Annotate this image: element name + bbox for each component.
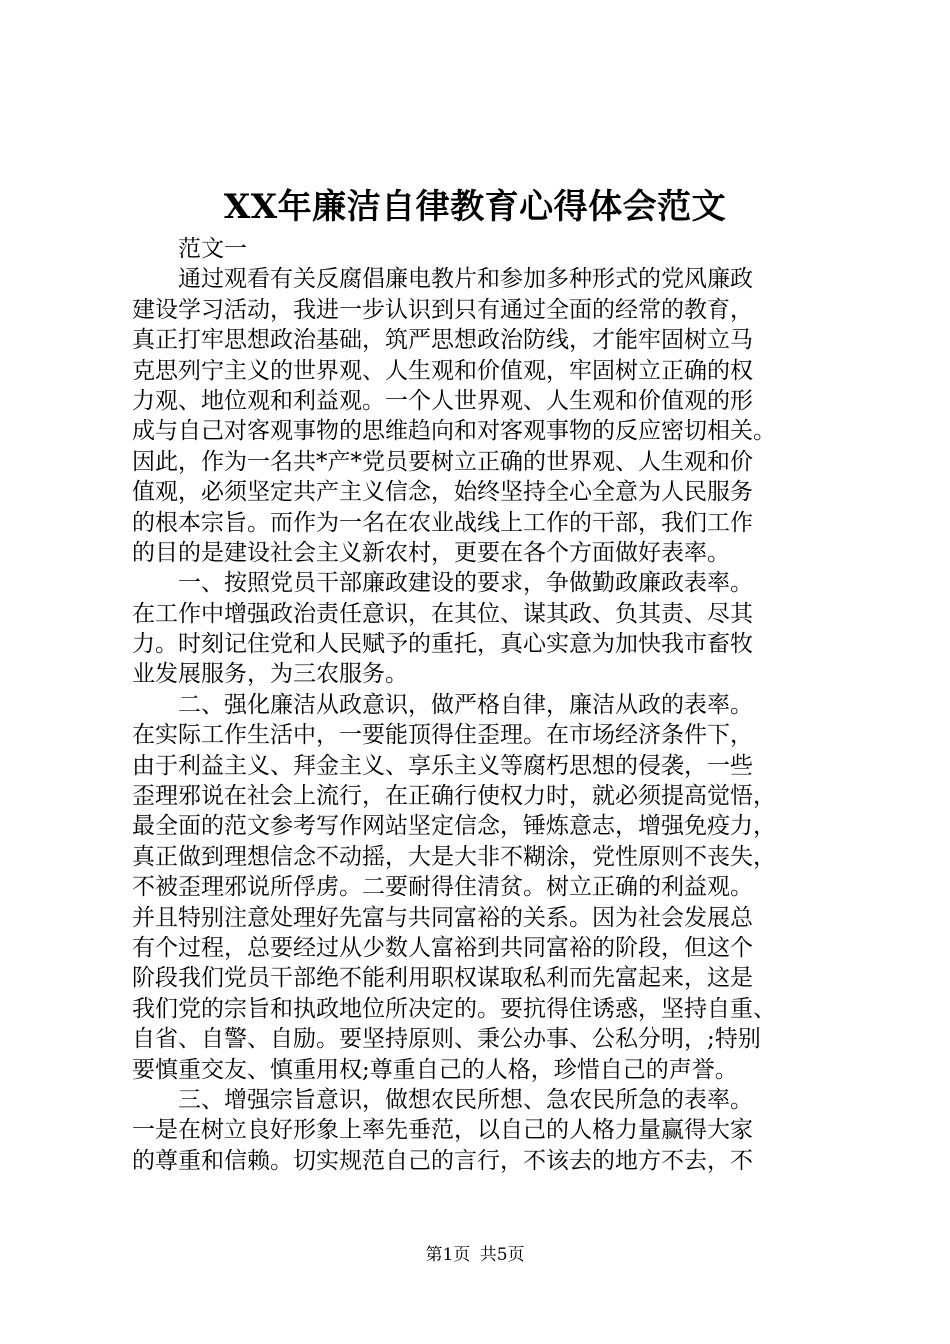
paragraph-line: 值观，必须坚定共产主义信念，始终坚持全心全意为人民服务 xyxy=(132,479,753,506)
paragraph-line: 建设学习活动，我进一步认识到只有通过全面的经常的教育， xyxy=(132,296,753,323)
paragraph-line: 阶段我们党员干部绝不能利用职权谋取私利而先富起来，这是 xyxy=(132,965,753,992)
paragraph-line: 力观、地位观和利益观。一个人世界观、人生观和价值观的形 xyxy=(132,387,753,414)
paragraph-line: 并且特别注意处理好先富与共同富裕的关系。因为社会发展总 xyxy=(132,904,753,931)
paragraph-line: 因此，作为一名共*产*党员要树立正确的世界观、人生观和价 xyxy=(132,448,753,475)
document-body xyxy=(132,234,832,1176)
paragraph-line: 在工作中增强政治责任意识，在其位、谋其政、负其责、尽其 xyxy=(132,600,753,627)
paragraph-line: 三、增强宗旨意识，做想农民所想、急农民所急的表率。 xyxy=(178,1086,753,1113)
document-title: XX年廉洁自律教育心得体会范文 xyxy=(223,187,727,227)
paragraph-line: 一是在树立良好形象上率先垂范，以自己的人格力量赢得大家 xyxy=(132,1117,753,1144)
paragraph-line: 不被歪理邪说所俘虏。二要耐得住清贫。树立正确的利益观。 xyxy=(132,874,753,901)
paragraph-line: 克思列宁主义的世界观、人生观和价值观，牢固树立正确的权 xyxy=(132,357,753,384)
paragraph-line: 自省、自警、自励。要坚持原则、秉公办事、公私分明，;特别 xyxy=(132,1026,761,1053)
paragraph-line: 有个过程，总要经过从少数人富裕到共同富裕的阶段，但这个 xyxy=(132,934,753,961)
paragraph-line: 由于利益主义、拜金主义、享乐主义等腐朽思想的侵袭，一些 xyxy=(132,752,753,779)
section-heading: 范文一 xyxy=(178,236,247,262)
page-footer xyxy=(0,1243,950,1267)
paragraph-line: 要慎重交友、慎重用权;尊重自己的人格，珍惜自己的声誉。 xyxy=(132,1056,738,1083)
page-number: 第1页 xyxy=(425,1245,471,1265)
paragraph-line: 成与自己对客观事物的思维趋向和对客观事物的反应密切相关。 xyxy=(132,418,776,445)
paragraph-line: 的目的是建设社会主义新农村，更要在各个方面做好表率。 xyxy=(132,539,730,566)
paragraph-line: 我们党的宗旨和执政地位所决定的。要抗得住诱惑，坚持自重、 xyxy=(132,995,776,1022)
paragraph-line: 业发展服务，为三农服务。 xyxy=(132,661,408,688)
paragraph-line: 歪理邪说在社会上流行，在正确行使权力时，就必须提高觉悟， xyxy=(132,783,776,810)
paragraph-line: 真正做到理想信念不动摇，大是大非不糊涂，党性原则不丧失， xyxy=(132,843,776,870)
paragraph-line: 真正打牢思想政治基础，筑严思想政治防线，才能牢固树立马 xyxy=(132,327,753,354)
paragraph-line: 的尊重和信赖。切实规范自己的言行，不该去的地方不去，不 xyxy=(132,1147,753,1174)
paragraph-line: 力。时刻记住党和人民赋予的重托，真心实意为加快我市畜牧 xyxy=(132,631,753,658)
paragraph-line: 在实际工作生活中，一要能顶得住歪理。在市场经济条件下， xyxy=(132,722,753,749)
paragraph-line: 通过观看有关反腐倡廉电教片和参加多种形式的党风廉政 xyxy=(178,266,753,293)
paragraph-line: 最全面的范文参考写作网站坚定信念，锤炼意志，增强免疫力， xyxy=(132,813,776,840)
paragraph-line: 二、强化廉洁从政意识，做严格自律，廉洁从政的表率。 xyxy=(178,691,753,718)
page-total: 共5页 xyxy=(479,1245,525,1265)
paragraph-line: 一、按照党员干部廉政建设的要求，争做勤政廉政表率。 xyxy=(178,570,753,597)
paragraph-line: 的根本宗旨。而作为一名在农业战线上工作的干部，我们工作 xyxy=(132,509,753,536)
